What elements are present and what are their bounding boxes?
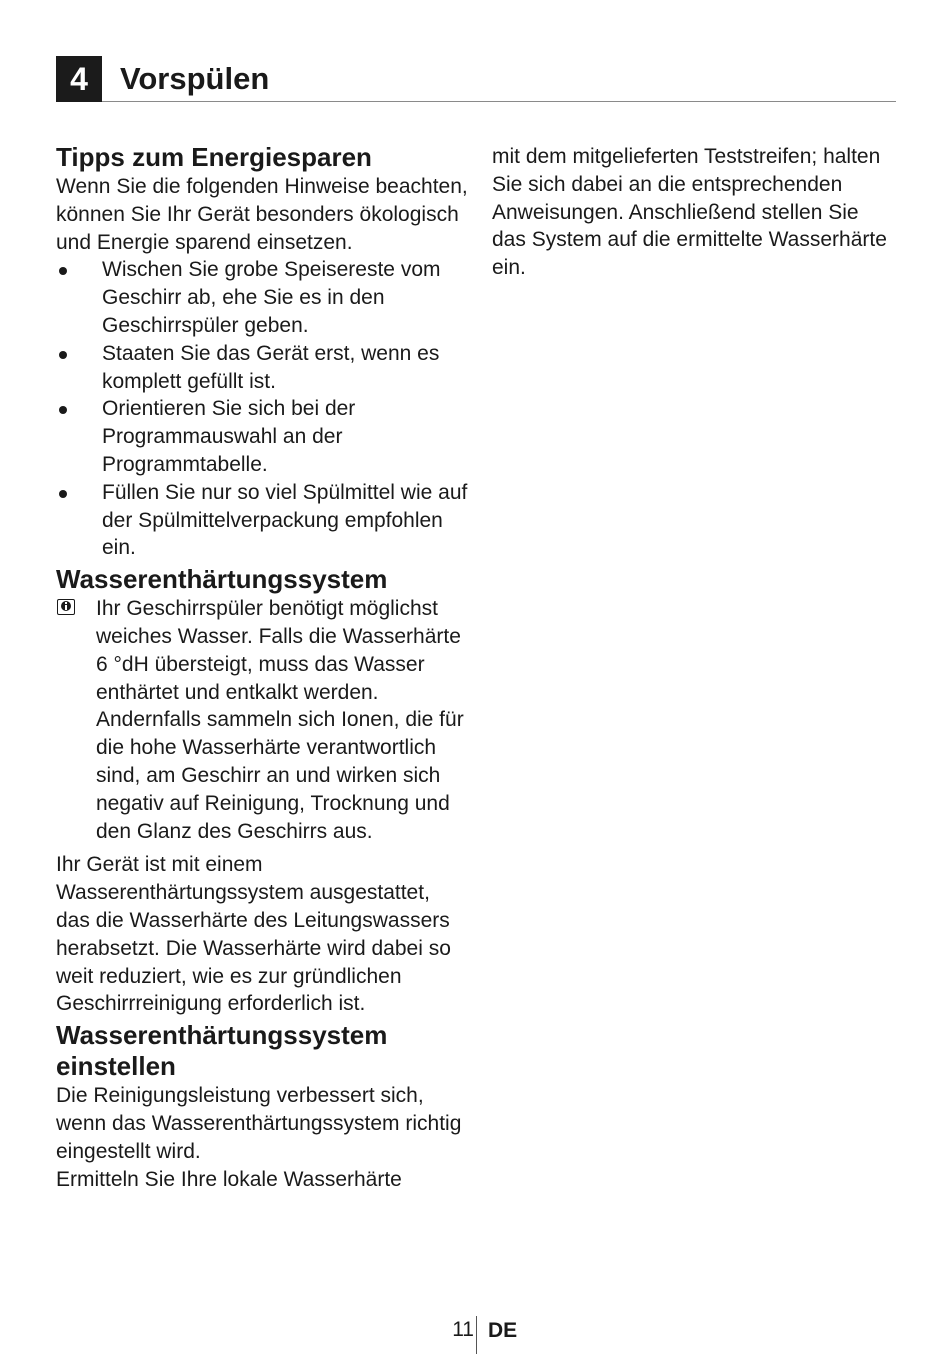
language-code: DE xyxy=(488,1319,518,1342)
setting-heading-line1: Wasserenthärtungssystem xyxy=(56,1020,388,1051)
left-column xyxy=(56,142,468,1193)
footer-separator xyxy=(476,1316,477,1354)
continuation-text: mit dem mitgelieferten Teststreifen; halten Sie sich dabei an die entsprechenden Anweisungen. Anschließend stellen Sie das System auf die ermittelte Wasserhärte ein. xyxy=(492,145,887,280)
softener-heading: Wasserenthärtungssystem xyxy=(56,564,388,595)
info-note-text: Ihr Geschirrspüler benötigt möglichst weiches Wasser. Falls die Wasserhärte 6 °dH übersteigt, muss das Wasser enthärtet und entkalkt werden. Andernfalls sammeln sich Ionen, die für die hohe Wasserhärte verantwortlich sind, am Geschirr an und wirken sich negativ auf Reinigung, Trocknung und den Glanz des Geschirrs aus. xyxy=(96,597,464,843)
chapter-number: 4 xyxy=(56,56,102,102)
page-number: 11 xyxy=(452,1318,474,1341)
list-item: Wischen Sie grobe Speisereste vom Geschirr ab, ehe Sie es in den Geschirrspüler geben. xyxy=(56,256,468,339)
energy-intro: Wenn Sie die folgenden Hinweise beachten, können Sie Ihr Gerät besonders ökologisch und Energie sparend einsetzen. xyxy=(56,175,468,254)
right-column xyxy=(492,143,892,282)
chapter-header xyxy=(56,56,896,102)
chapter-title: Vorspülen xyxy=(120,61,270,96)
list-item: Füllen Sie nur so viel Spülmittel wie auf der Spülmittelverpackung empfohlen ein. xyxy=(56,479,468,562)
list-item: Orientieren Sie sich bei der Programmauswahl an der Programmtabelle. xyxy=(56,395,468,478)
list-item: Staaten Sie das Gerät erst, wenn es komplett gefüllt ist. xyxy=(56,340,468,396)
info-note xyxy=(56,595,468,845)
setting-body-1: Die Reinigungsleistung verbessert sich, wenn das Wasserenthärtungssystem richtig eingestellt wird. xyxy=(56,1084,462,1163)
setting-body-2: Ermitteln Sie Ihre lokale Wasserhärte xyxy=(56,1167,402,1191)
chapter-rule xyxy=(102,101,896,102)
setting-heading xyxy=(56,1020,468,1082)
info-icon xyxy=(57,599,75,615)
softener-body: Ihr Gerät ist mit einem Wasserenthärtungssystem ausgestattet, das die Wasserhärte des Leitungswassers herabsetzt. Die Wasserhärte wird dabei so weit reduziert, wie es zur gründlichen Geschirrreinigung erforderlich ist. xyxy=(56,853,451,1016)
energy-heading: Tipps zum Energiesparen xyxy=(56,142,372,172)
setting-heading-line2: einstellen xyxy=(56,1051,176,1082)
energy-tips-list xyxy=(56,256,468,562)
